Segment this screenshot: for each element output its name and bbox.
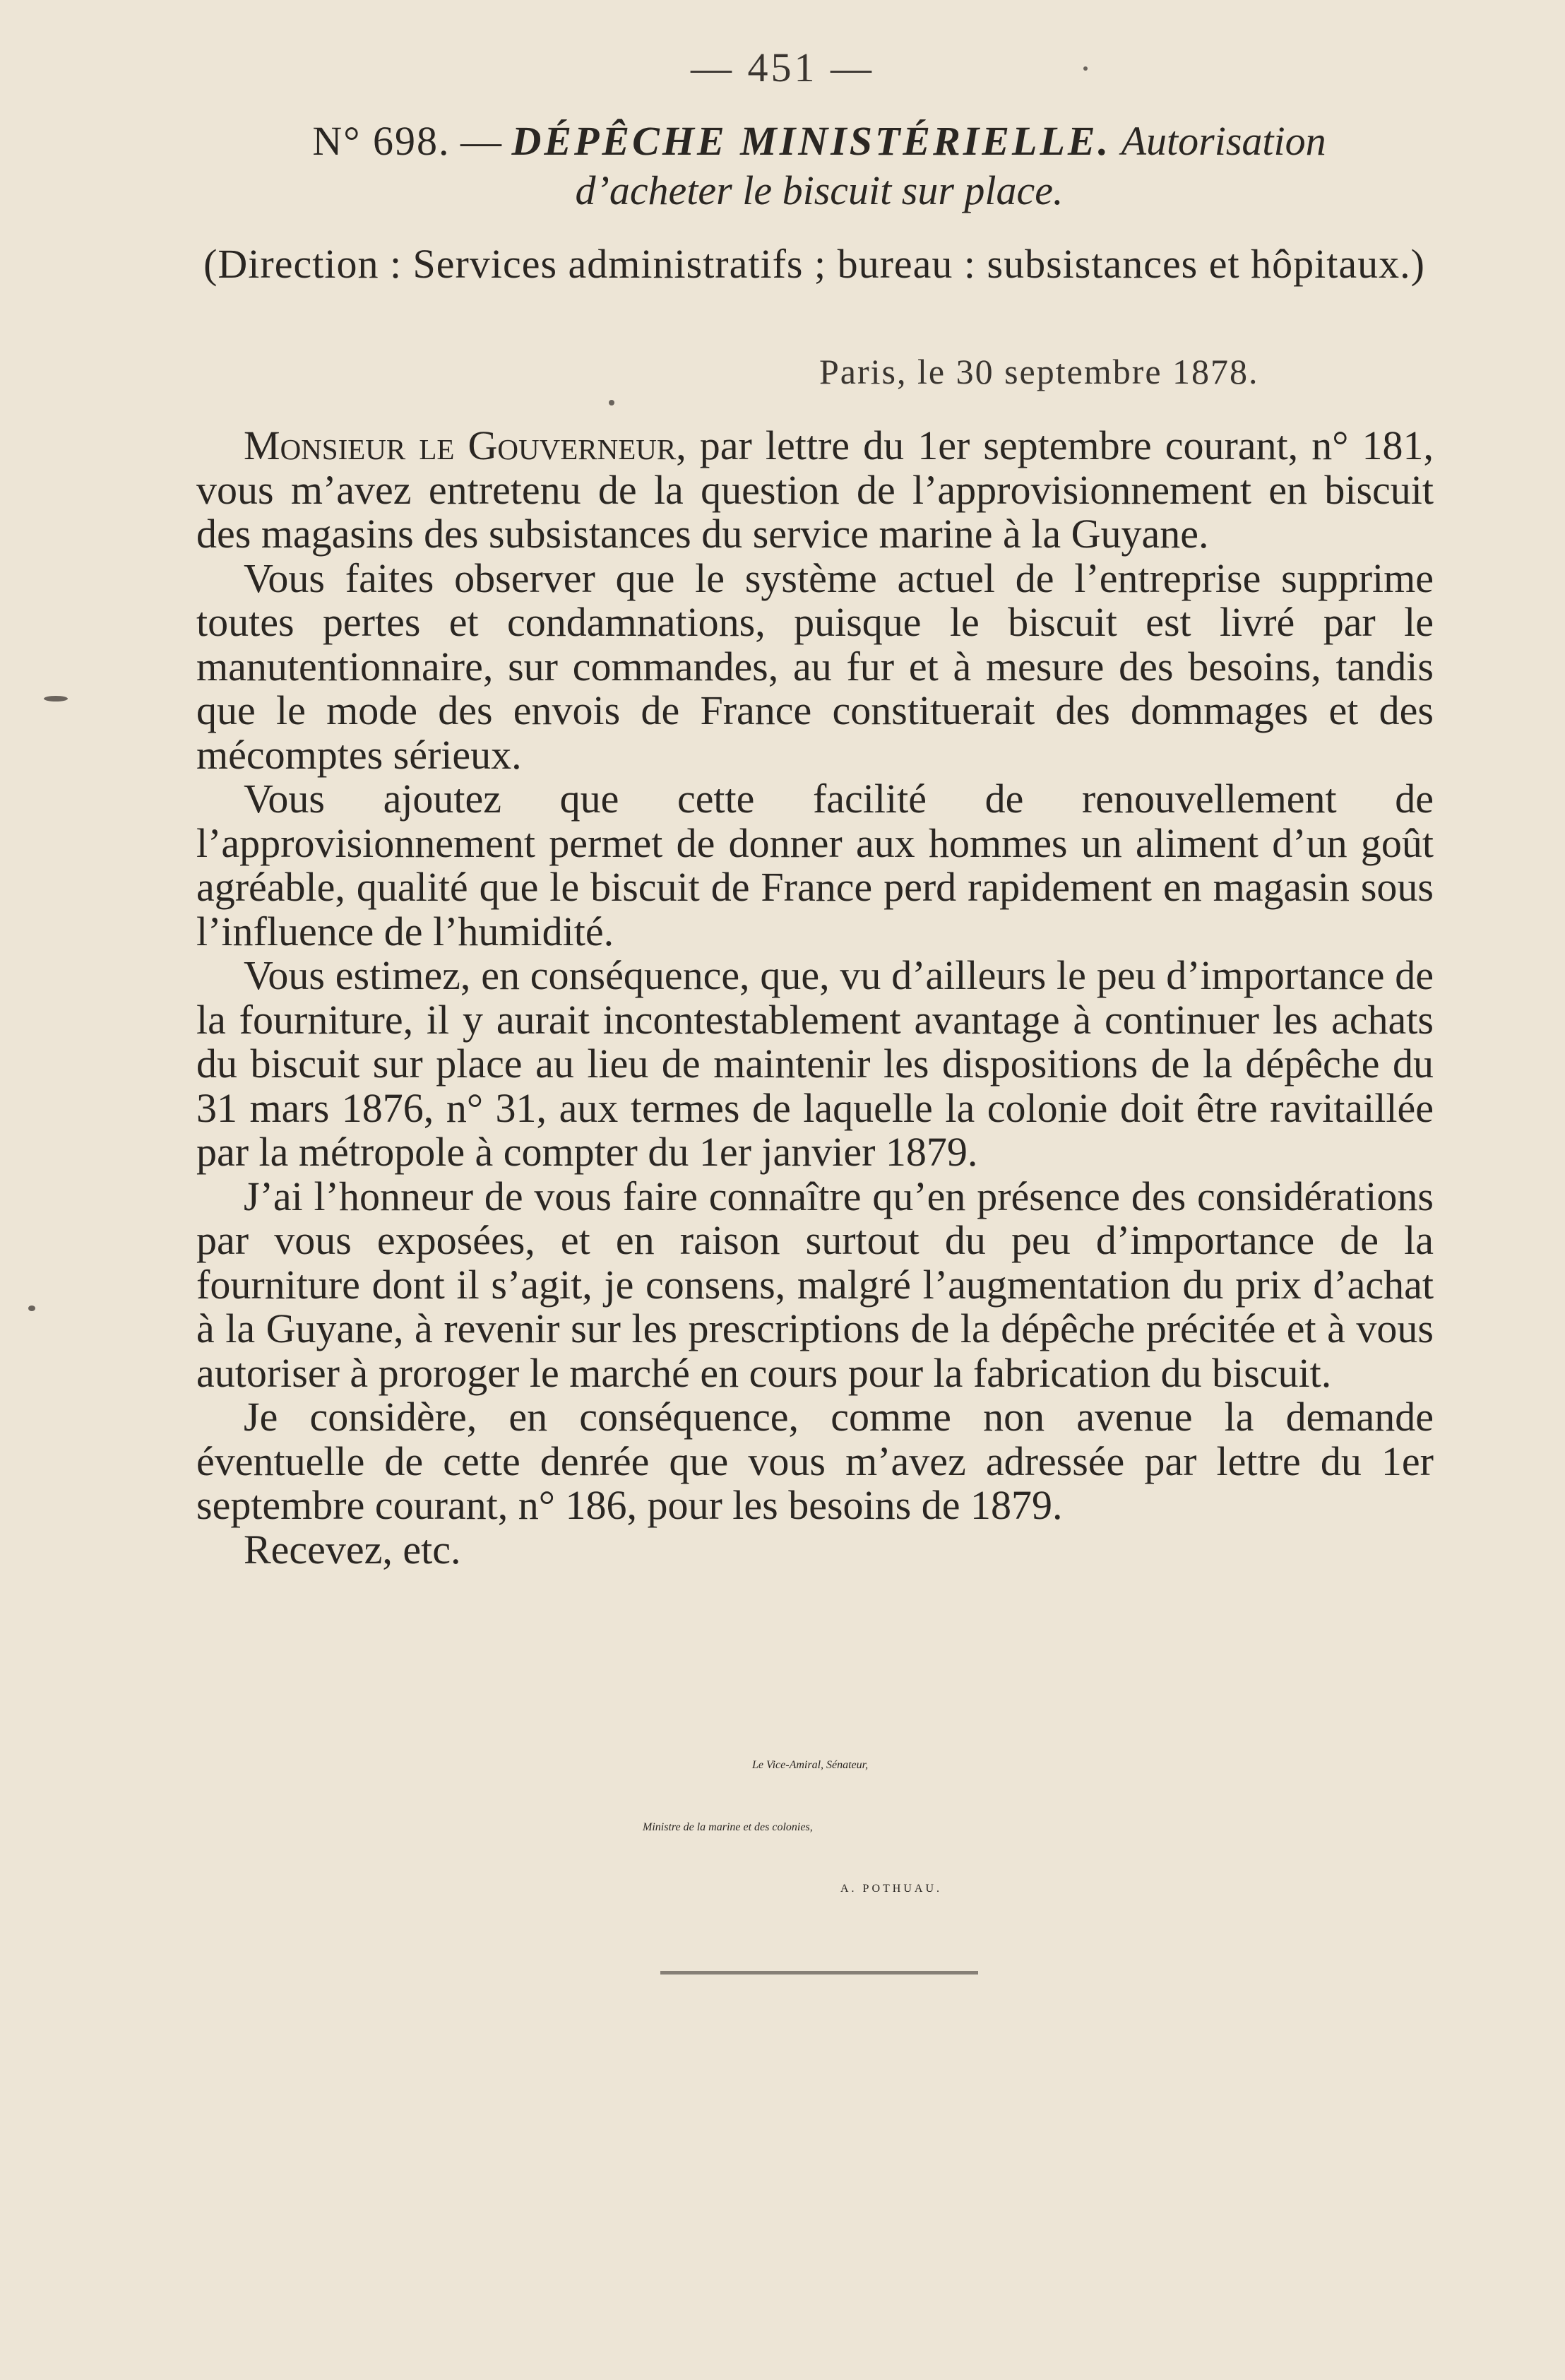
signature-office: Ministre de la marine et des colonies, [643, 1821, 813, 1833]
letter-body [196, 424, 1434, 1572]
paragraph-5: J’ai l’honneur de vous faire connaître qu’en présence des considérations par vous exposées, et en raison surtout du peu d’importance de la fourniture dont il s’agit, je consens, malgré l’augmentation du prix d’achat à la Guyane, à revenir sur les prescriptions de la dépêche précitée et à vous autoriser à proroger le marché en cours pour la fabrication du biscuit. [196, 1173, 1434, 1396]
paragraph-6: Je considère, en conséquence, comme non avenue la demande éventuelle de cette denrée que vous m’avez adressée par lettre du 1er septembre courant, n° 186, pour les besoins de 1879. [196, 1394, 1434, 1528]
margin-speck [1083, 66, 1088, 71]
document-subject-part1: Autorisation [1121, 118, 1326, 164]
paragraph-4: Vous estimez, en conséquence, que, vu d’ailleurs le peu d’importance de la fourniture, il y aurait incontestablement avantage à continuer les achats du biscuit sur place au lieu de maintenir les dispositions de la dépêche du 31 mars 1876, n° 31, aux termes de laquelle la colonie doit être ravitaillée par la métropole à compter du 1er janvier 1879. [196, 952, 1434, 1175]
margin-speck [609, 400, 614, 405]
closing-formula: Recevez, etc. [244, 1526, 461, 1573]
direction-line: (Direction : Services administratifs ; bureau : subsistances et hôpitaux.) [203, 241, 1425, 287]
paragraph-1 [196, 424, 1434, 557]
document-number: N° 698. [312, 118, 451, 164]
salutation: Monsieur le Gouverneur, [244, 422, 686, 468]
title-line-1 [240, 117, 1398, 166]
paragraph-3: Vous ajoutez que cette facilité de renouvellement de l’approvisionnement permet de donner aux hommes un aliment d’un goût agréable, qualité que le biscuit de France perd rapidement en magasin sous l’influence de l’humidité. [196, 776, 1434, 954]
document-type: DÉPÊCHE MINISTÉRIELLE. [511, 118, 1112, 164]
dateline: Paris, le 30 septembre 1878. [819, 352, 1259, 391]
closing-rule [660, 1971, 978, 1975]
title-dash: — [450, 118, 512, 164]
document-title [240, 117, 1398, 215]
document-subject-part2: d’acheter le biscuit sur place. [575, 167, 1064, 213]
paragraph-2: Vous faites observer que le système actuel de l’entreprise supprime toutes pertes et condamnations, puisque le biscuit est livré par le manutentionnaire, sur commandes, au fur et à mesure des besoins, tandis que le mode des envois de France constituerait des dommages et des mécomptes sérieux. [196, 555, 1434, 778]
page-number: — 451 — [691, 45, 874, 90]
signature-name: A. POTHUAU. [840, 1883, 942, 1895]
paragraph-1-text: par lettre du 1er septembre courant, n° 181, vous m’avez entretenu de la question de l’approvisionnement en biscuit des magasins des subsistances du service marine à la Guyane. [196, 422, 1434, 557]
signature-title: Le Vice-Amiral, Sénateur, [752, 1759, 869, 1771]
margin-speck [44, 696, 68, 701]
margin-speck [28, 1306, 35, 1311]
